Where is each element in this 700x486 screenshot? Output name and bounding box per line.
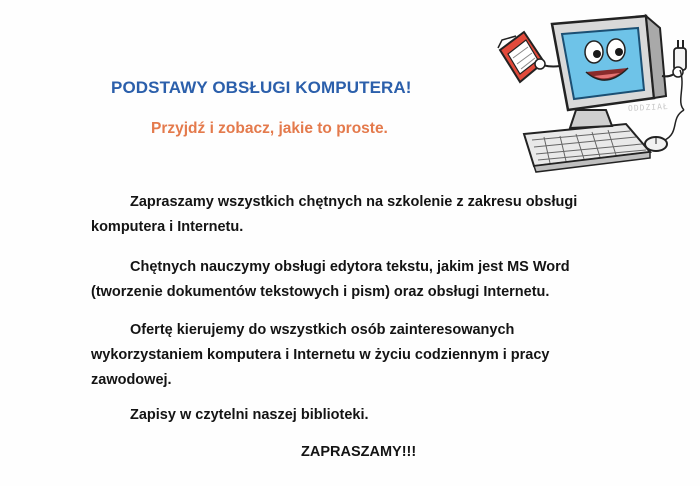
mouse-icon bbox=[645, 110, 684, 151]
keyboard-icon bbox=[524, 124, 650, 172]
closing-invitation: ZAPRASZAMY!!! bbox=[301, 444, 417, 460]
paragraph-invitation bbox=[91, 190, 577, 240]
paragraph-line: (tworzenie dokumentów tekstowych i pism) oraz obsługi Internetu. bbox=[91, 284, 550, 300]
paragraph-line: zawodowej. bbox=[91, 372, 172, 388]
paragraph-registration: Zapisy w czytelni naszej biblioteki. bbox=[130, 407, 369, 423]
book-icon bbox=[498, 32, 560, 82]
paragraph-line: wykorzystaniem komputera i Internetu w życiu codziennym i pracy bbox=[91, 347, 550, 363]
page-subtitle: Przyjdź i zobacz, jakie to proste. bbox=[151, 120, 388, 137]
paragraph-target-audience bbox=[91, 318, 550, 393]
paragraph-line: Chętnych nauczymy obsługi edytora tekstu, jakim jest MS Word bbox=[130, 259, 570, 275]
watermark-text: ODDZIAŁ bbox=[627, 101, 669, 114]
paragraph-line: Zapraszamy wszystkich chętnych na szkolenie z zakresu obsługi bbox=[130, 194, 578, 210]
paragraph-line: komputera i Internetu. bbox=[91, 219, 244, 235]
cartoon-computer-icon bbox=[494, 6, 692, 186]
page-title: PODSTAWY OBSŁUGI KOMPUTERA! bbox=[111, 78, 412, 97]
paragraph-training-scope bbox=[91, 255, 570, 305]
paragraph-line: Ofertę kierujemy do wszystkich osób zainteresowanych bbox=[130, 322, 515, 338]
plug-icon bbox=[662, 40, 686, 110]
